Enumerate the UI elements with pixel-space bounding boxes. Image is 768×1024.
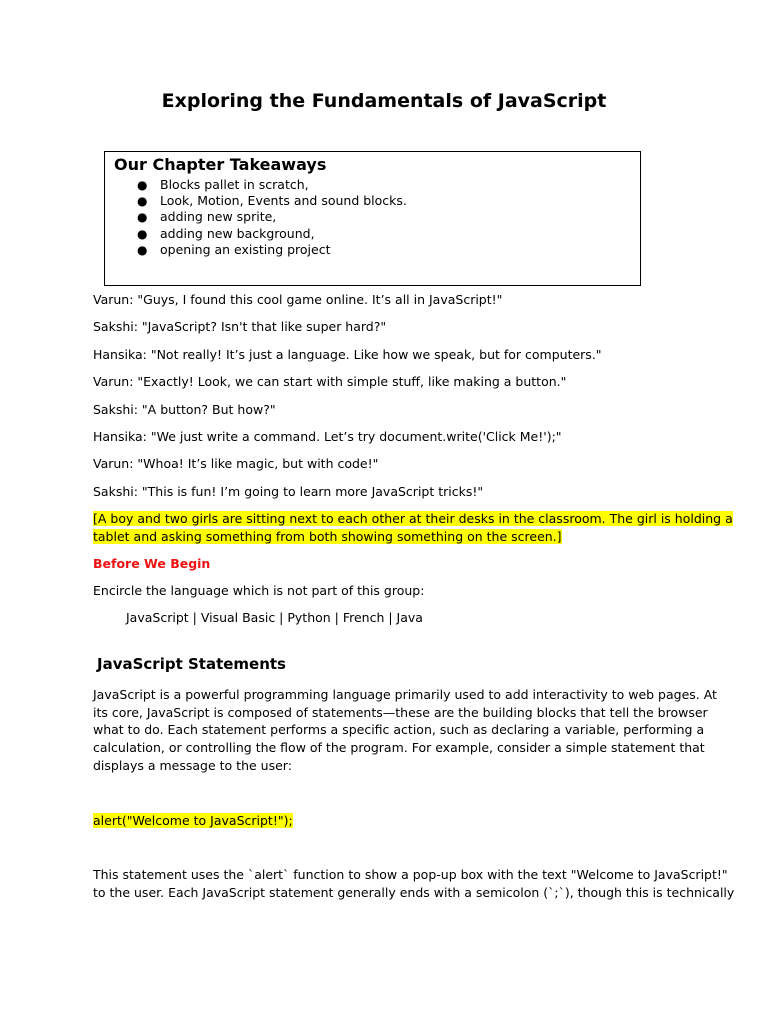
illustration-note-line-1: [A boy and two girls are sitting next to each other at their desks in the classroom. The girl is holding a bbox=[93, 511, 733, 526]
dialogue-line: Sakshi: "JavaScript? Isn't that like super hard?" bbox=[93, 319, 387, 334]
dialogue-line: Hansika: "We just write a command. Let’s try document.write('Click Me!');" bbox=[93, 429, 562, 444]
takeaway-item: ● adding new background, bbox=[137, 225, 315, 241]
bullet-icon: ● bbox=[137, 242, 148, 257]
takeaway-item: ● Look, Motion, Events and sound blocks. bbox=[137, 193, 407, 209]
takeaway-item: ● opening an existing project bbox=[137, 241, 331, 257]
takeaways-heading: Our Chapter Takeaways bbox=[114, 155, 327, 174]
dialogue-line: Varun: "Whoa! It’s like magic, but with code!" bbox=[93, 456, 379, 471]
statements-intro-paragraph: JavaScript is a powerful programming language primarily used to add interactivity to web pages. At its core, JavaScript is composed of statements—these are the building blocks that tell the browser what to do. Each statement performs a specific action, such as declaring a variable, performing a calculation, or controlling the flow of the program. For example, consider a simple statement that displays a message to the user: bbox=[93, 687, 717, 773]
dialogue-line: Sakshi: "This is fun! I’m going to learn more JavaScript tricks!" bbox=[93, 484, 484, 499]
before-we-begin-heading: Before We Begin bbox=[93, 556, 211, 571]
chapter-takeaways-box bbox=[104, 151, 641, 286]
bullet-icon: ● bbox=[137, 210, 148, 225]
bullet-icon: ● bbox=[137, 178, 148, 192]
code-example: alert("Welcome to JavaScript!"); bbox=[93, 813, 293, 828]
takeaways-list bbox=[105, 177, 407, 258]
document-title: Exploring the Fundamentals of JavaScript bbox=[161, 90, 607, 112]
before-we-begin-instruction: Encircle the language which is not part of this group: bbox=[93, 583, 425, 598]
takeaway-item: ● Blocks pallet in scratch, bbox=[137, 177, 309, 192]
takeaway-item: ● adding new sprite, bbox=[137, 209, 277, 225]
bullet-icon: ● bbox=[137, 194, 148, 209]
section-heading: JavaScript Statements bbox=[97, 655, 286, 673]
language-options: JavaScript | Visual Basic | Python | French | Java bbox=[126, 610, 423, 625]
illustration-note-line-2: tablet and asking something from both showing something on the screen.] bbox=[93, 529, 562, 544]
dialogue-line: Sakshi: "A button? But how?" bbox=[93, 402, 276, 417]
dialogue-line: Hansika: "Not really! It’s just a language. Like how we speak, but for computers." bbox=[93, 347, 602, 362]
bullet-icon: ● bbox=[137, 226, 148, 241]
dialogue-line: Varun: "Exactly! Look, we can start with simple stuff, like making a button." bbox=[93, 374, 567, 389]
dialogue-line: Varun: "Guys, I found this cool game online. It’s all in JavaScript!" bbox=[93, 292, 503, 307]
statements-explanation-paragraph: This statement uses the `alert` function to show a pop-up box with the text "Welcome to JavaScript!" to the user. Each JavaScript statement generally ends with a semicolon (`;`), though this is technically bbox=[93, 867, 735, 900]
